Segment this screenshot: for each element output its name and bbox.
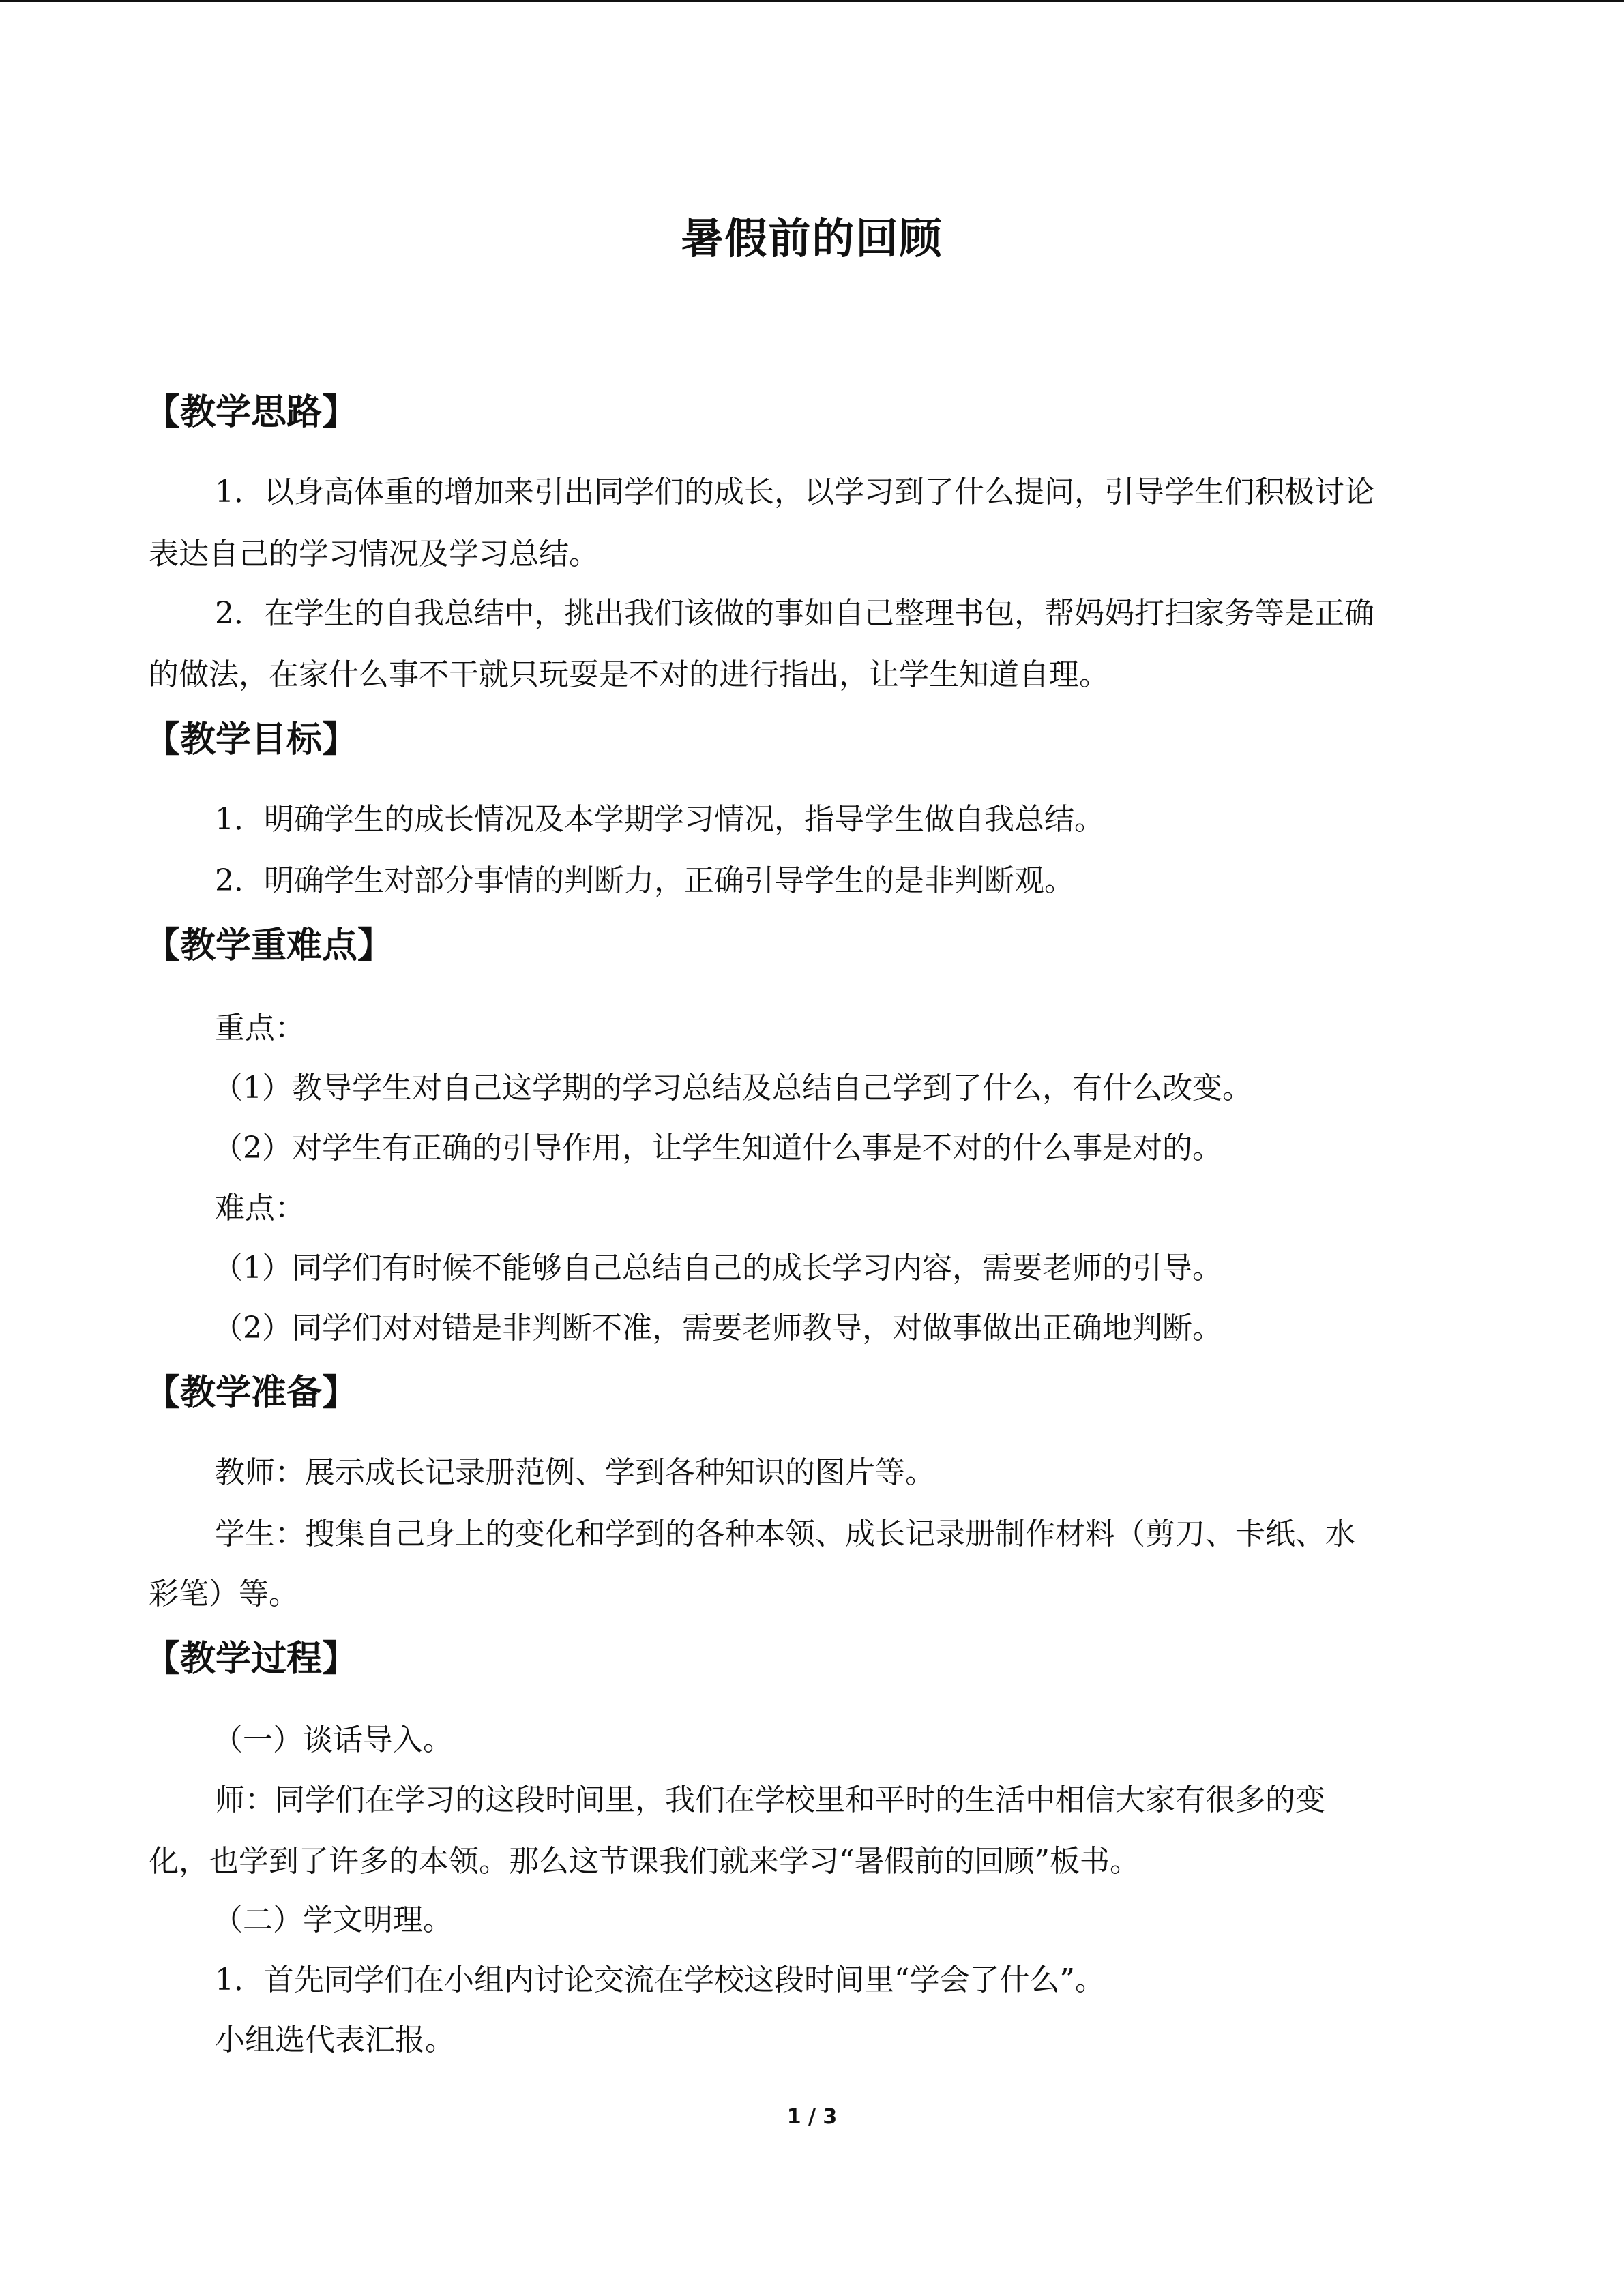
difficulty-item-2: （2）同学们对对错是非判断不准，需要老师教导，对做事做出正确地判断。: [213, 1311, 1222, 1345]
section-heading-key-points: 【教学重难点】: [145, 925, 394, 966]
difficulty-item-1: （1）同学们有时候不能够自己总结自己的成长学习内容，需要老师的引导。: [213, 1251, 1222, 1285]
focus-label: 重点：: [215, 1011, 305, 1045]
section-heading-process: 【教学过程】: [145, 1639, 358, 1680]
section-heading-goals: 【教学目标】: [145, 719, 358, 760]
process-teacher-line-2: 化，也学到了许多的本领。那么这节课我们就来学习“暑假前的回顾”板书。: [149, 1844, 1140, 1879]
page-title: 暑假前的回顾: [681, 213, 943, 263]
section-heading-preparation: 【教学准备】: [145, 1373, 358, 1414]
thinking-paragraph-2-line-1: 2．在学生的自我总结中，挑出我们该做的事如自己整理书包，帮妈妈打扫家务等是正确: [215, 596, 1374, 631]
thinking-paragraph-1-line-1: 1．以身高体重的增加来引出同学们的成长，以学习到了什么提问，引导学生们积极讨论: [215, 475, 1374, 509]
section-heading-thinking: 【教学思路】: [145, 392, 358, 433]
thinking-paragraph-2-line-2: 的做法，在家什么事不干就只玩耍是不对的进行指出，让学生知道自理。: [149, 657, 1109, 692]
goals-item-1: 1．明确学生的成长情况及本学期学习情况，指导学生做自我总结。: [215, 802, 1104, 837]
process-step-1: （一）谈话导入。: [213, 1723, 453, 1757]
focus-item-1: （1）教导学生对自己这学期的学习总结及总结自己学到了什么，有什么改变。: [213, 1071, 1252, 1105]
process-step-2: （二）学文明理。: [213, 1903, 453, 1937]
difficulty-label: 难点：: [215, 1191, 305, 1225]
preparation-teacher: 教师：展示成长记录册范例、学到各种知识的图片等。: [215, 1455, 935, 1490]
page-number: 1 / 3: [786, 2105, 838, 2129]
preparation-student-line-1: 学生：搜集自己身上的变化和学到的各种本领、成长记录册制作材料（剪刀、卡纸、水: [215, 1517, 1355, 1551]
process-item-1: 1．首先同学们在小组内讨论交流在学校这段时间里“学会了什么”。: [215, 1963, 1105, 1997]
thinking-paragraph-1-line-2: 表达自己的学习情况及学习总结。: [149, 537, 599, 571]
preparation-student-line-2: 彩笔）等。: [149, 1577, 299, 1611]
process-item-2: 小组选代表汇报。: [215, 2023, 455, 2057]
goals-item-2: 2．明确学生对部分事情的判断力，正确引导学生的是非判断观。: [215, 863, 1074, 898]
focus-item-2: （2）对学生有正确的引导作用，让学生知道什么事是不对的什么事是对的。: [213, 1131, 1222, 1165]
process-teacher-line-1: 师：同学们在学习的这段时间里，我们在学校里和平时的生活中相信大家有很多的变: [215, 1783, 1325, 1817]
